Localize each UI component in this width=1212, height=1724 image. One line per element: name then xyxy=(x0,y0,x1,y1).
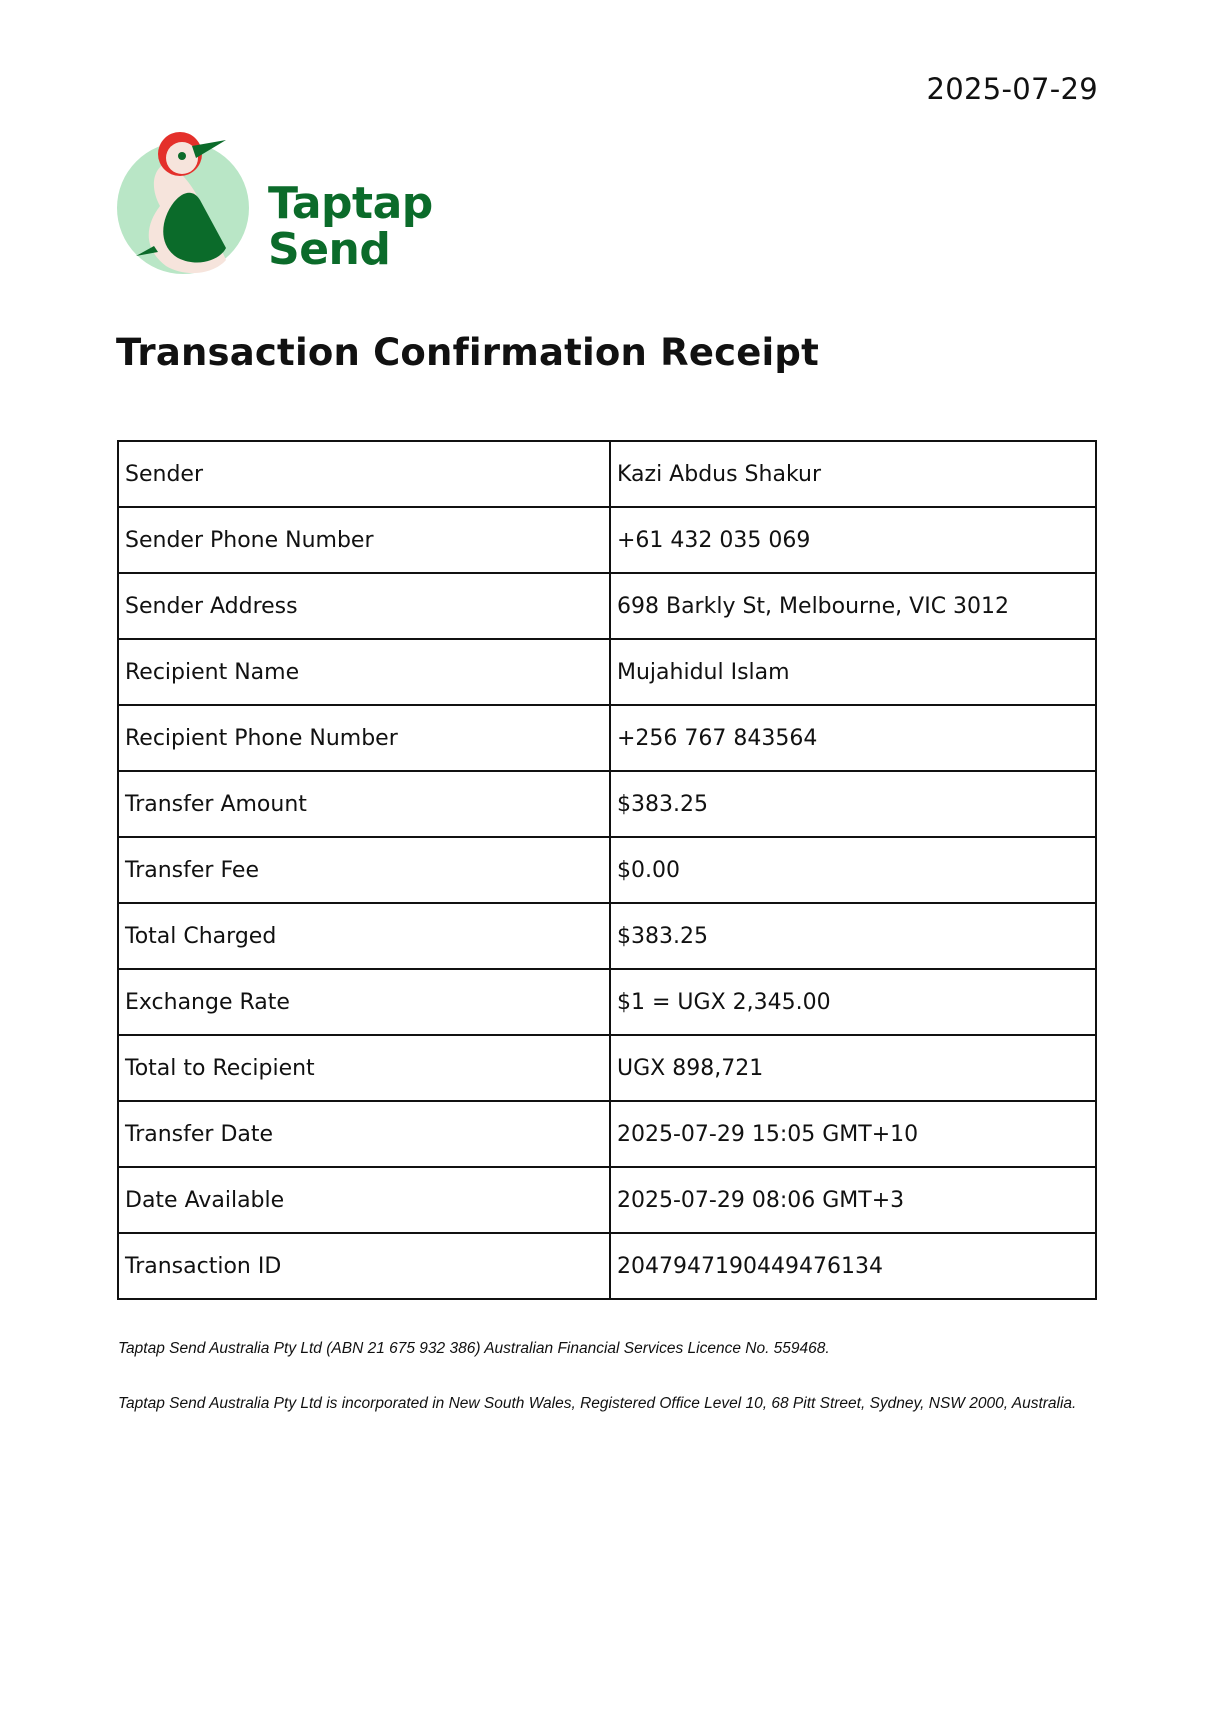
row-label: Recipient Name xyxy=(118,639,610,705)
row-label: Sender Address xyxy=(118,573,610,639)
row-value: Kazi Abdus Shakur xyxy=(610,441,1096,507)
company-logo xyxy=(116,128,436,280)
page-title: Transaction Confirmation Receipt xyxy=(116,331,820,374)
row-label: Exchange Rate xyxy=(118,969,610,1035)
row-label: Transfer Date xyxy=(118,1101,610,1167)
transaction-details-table xyxy=(117,440,1097,1300)
row-value: +256 767 843564 xyxy=(610,705,1096,771)
row-value: +61 432 035 069 xyxy=(610,507,1096,573)
row-label: Sender Phone Number xyxy=(118,507,610,573)
row-value: Mujahidul Islam xyxy=(610,639,1096,705)
table-row xyxy=(118,705,1096,771)
receipt-date: 2025-07-29 xyxy=(926,72,1098,106)
licence-footnote: Taptap Send Australia Pty Ltd (ABN 21 675 932 386) Australian Financial Services Licence No. 559468. xyxy=(118,1340,830,1357)
table-row xyxy=(118,1167,1096,1233)
row-value: UGX 898,721 xyxy=(610,1035,1096,1101)
table-row xyxy=(118,1035,1096,1101)
bird-logo-icon xyxy=(116,128,266,278)
table-row xyxy=(118,1233,1096,1299)
row-value: $383.25 xyxy=(610,771,1096,837)
row-label: Date Available xyxy=(118,1167,610,1233)
table-row xyxy=(118,969,1096,1035)
row-label: Transfer Fee xyxy=(118,837,610,903)
logo-text-line2: Send xyxy=(268,224,391,275)
row-value: 2025-07-29 15:05 GMT+10 xyxy=(610,1101,1096,1167)
registered-office-footnote: Taptap Send Australia Pty Ltd is incorporated in New South Wales, Registered Office Level 10, 68 Pitt Street, Sydney, NSW 2000, Australia. xyxy=(118,1395,1077,1412)
row-label: Transfer Amount xyxy=(118,771,610,837)
table-row xyxy=(118,771,1096,837)
row-value: $383.25 xyxy=(610,903,1096,969)
table-row xyxy=(118,441,1096,507)
table-row xyxy=(118,903,1096,969)
row-label: Total to Recipient xyxy=(118,1035,610,1101)
row-value: 698 Barkly St, Melbourne, VIC 3012 xyxy=(610,573,1096,639)
row-value: 2047947190449476134 xyxy=(610,1233,1096,1299)
table-row xyxy=(118,507,1096,573)
table-row xyxy=(118,639,1096,705)
table-row xyxy=(118,1101,1096,1167)
row-value: $1 = UGX 2,345.00 xyxy=(610,969,1096,1035)
logo-text-line1: Taptap xyxy=(268,178,433,229)
table-row xyxy=(118,837,1096,903)
row-value: $0.00 xyxy=(610,837,1096,903)
row-label: Recipient Phone Number xyxy=(118,705,610,771)
row-label: Sender xyxy=(118,441,610,507)
row-label: Transaction ID xyxy=(118,1233,610,1299)
row-value: 2025-07-29 08:06 GMT+3 xyxy=(610,1167,1096,1233)
row-label: Total Charged xyxy=(118,903,610,969)
table-row xyxy=(118,573,1096,639)
